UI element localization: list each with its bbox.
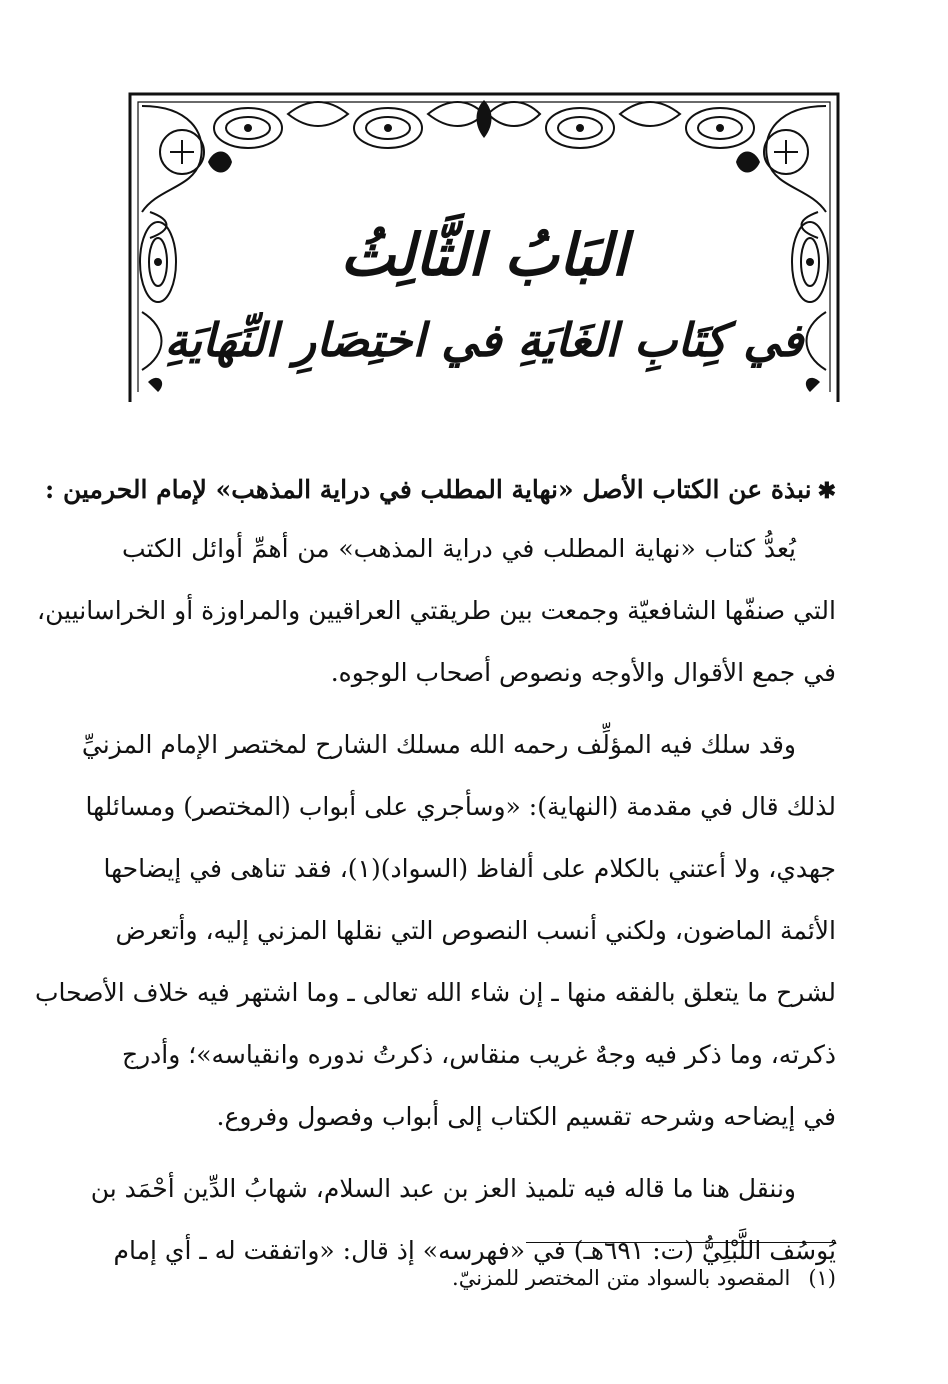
text-line: وقد سلك فيه المؤلِّف رحمه الله مسلك الشارح لمختصر الإمام المزنيِّ (81, 730, 796, 759)
text-line: يُعدُّ كتاب «نهاية المطلب في دراية المذهب» من أهمِّ أوائل الكتب (122, 534, 796, 563)
footnote-text: المقصود بالسواد متن المختصر للمزنيّ. (452, 1266, 791, 1290)
chapter-title-heading: في كِتَابِ الغَايَةِ في اختِصَارِ النِّهَايَةِ (164, 313, 804, 367)
text-line: لذلك قال في مقدمة (النهاية): «وسأجري على أبواب (المختصر) ومسائلها (85, 792, 836, 821)
text-line: الأئمة الماضون، ولكني أنسب النصوص التي نقلها المزني إليه، وأتعرض (115, 916, 836, 945)
text-line: في إيضاحه وشرحه تقسيم الكتاب إلى أبواب وفصول وفروع. (216, 1102, 836, 1131)
footnote-marker: (١) (808, 1266, 836, 1290)
footnote (300, 1258, 836, 1298)
asterisk-icon: ✱ (817, 478, 836, 504)
text-line: لشرح ما يتعلق بالفقه منها ـ إن شاء الله تعالى ـ وما اشتهر فيه خلاف الأصحاب (34, 978, 836, 1007)
chapter-number-heading: البَابُ الثَّالِثُ (340, 221, 628, 289)
paragraph (34, 714, 836, 1148)
section-heading-text: نبذة عن الكتاب الأصل «نهاية المطلب في دراية المذهب» لإمام الحرمين : (45, 475, 812, 504)
footnote-separator (526, 1242, 836, 1243)
text-line: جهدي، ولا أعتني بالكلام على ألفاظ (السواد)(١)، فقد تناهى في إيضاحها (103, 854, 836, 883)
main-text (34, 462, 836, 1282)
text-line: التي صنفّها الشافعيّة وجمعت بين طريقتي العراقيين والمراوزة أو الخراسانيين، (37, 596, 836, 625)
text-line: في جمع الأقوال والأوجه ونصوص أصحاب الوجوه. (330, 658, 836, 687)
text-line: يُوسُف اللَّبْلِيُّ (ت: ٦٩١هـ) في «فهرسه» إذ قال: «واتفقت له ـ أي إمام (113, 1236, 836, 1265)
text-line: وننقل هنا ما قاله فيه تلميذ العز بن عبد السلام، شهابُ الدِّين أحْمَد بن (90, 1174, 796, 1203)
paragraph (37, 518, 836, 704)
text-line: ذكرته، وما ذكر فيه وجهٌ غريب منقاس، ذكرتُ ندوره وانقياسه»؛ وأدرج (121, 1040, 836, 1069)
section-heading (45, 462, 836, 518)
